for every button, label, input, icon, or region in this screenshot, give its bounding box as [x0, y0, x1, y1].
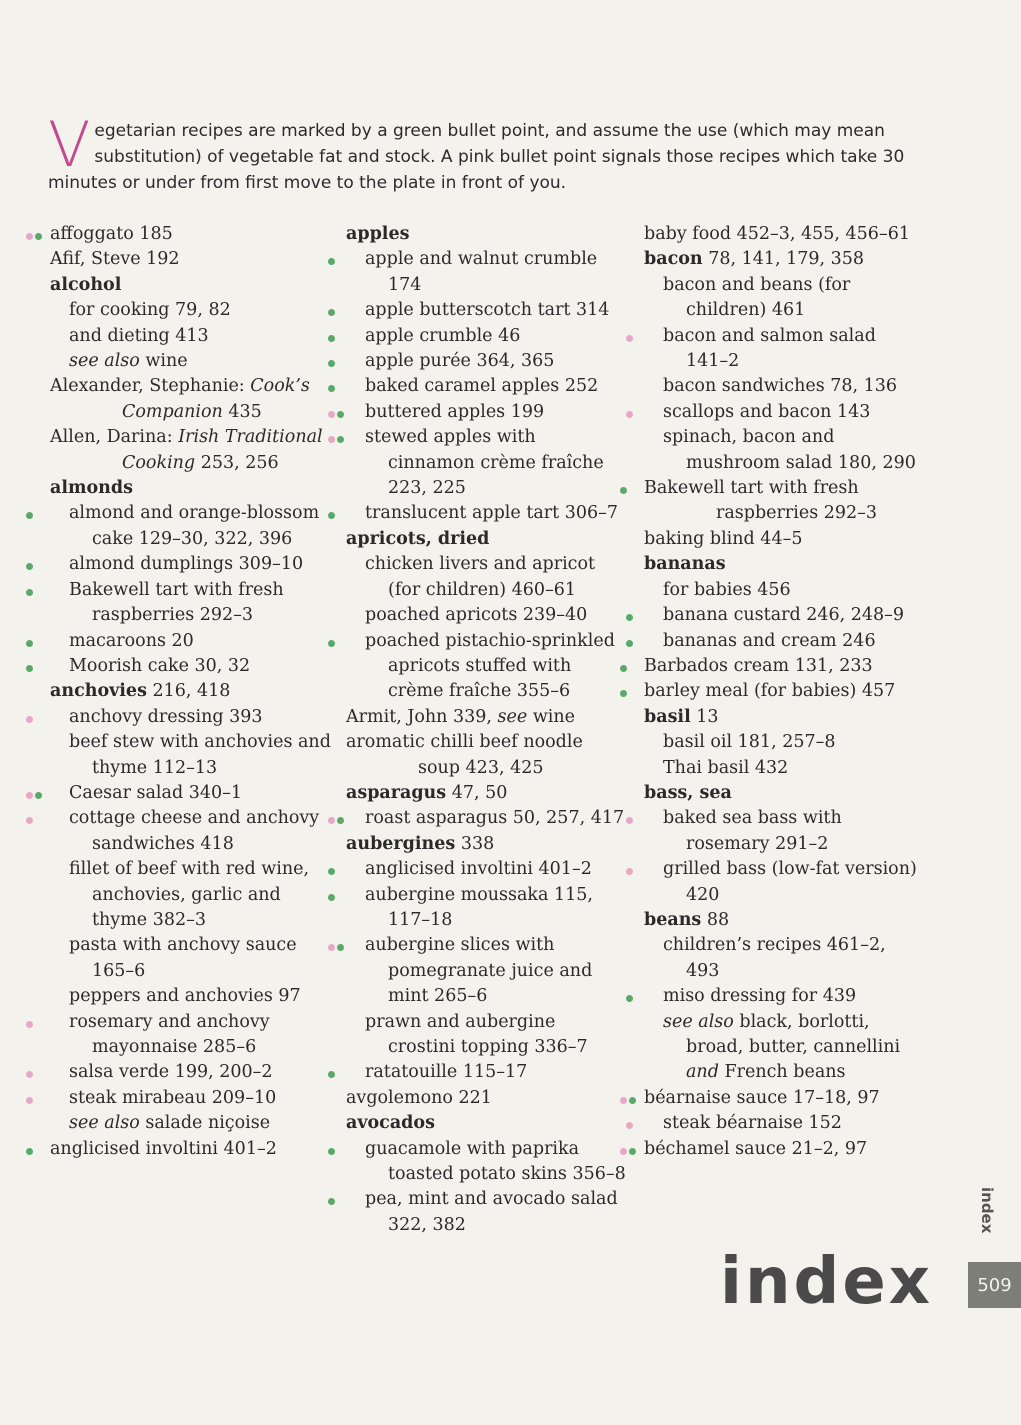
index-entry-text: béchamel sauce 21–2, 97	[644, 1138, 868, 1159]
index-column-1	[26, 222, 341, 1162]
bullet-markers	[328, 817, 344, 824]
index-column-2	[322, 222, 627, 1238]
index-entry	[620, 984, 920, 1009]
green-bullet-icon	[328, 1071, 335, 1078]
pink-bullet-icon	[626, 1122, 633, 1129]
pink-bullet-icon	[328, 944, 335, 951]
index-entry	[322, 222, 627, 247]
index-entry-text: children’s recipes 461–2, 493	[663, 935, 886, 981]
index-entry-text: asparagus 47, 50	[346, 782, 508, 803]
index-entry	[322, 1060, 627, 1085]
index-entry	[322, 400, 627, 425]
green-bullet-icon	[328, 309, 335, 316]
index-entry-text: and dieting 413	[69, 325, 209, 346]
pink-bullet-icon	[26, 1097, 33, 1104]
bullet-markers	[26, 233, 42, 240]
index-entry-text: apples	[346, 224, 410, 244]
green-bullet-icon	[26, 640, 33, 647]
pink-bullet-icon	[26, 792, 33, 799]
bullet-markers	[626, 817, 633, 824]
pink-bullet-icon	[626, 335, 633, 342]
bullet-markers	[626, 1122, 633, 1129]
index-entry-text: spinach, bacon and mushroom salad 180, 290	[663, 427, 916, 473]
index-entry-text: roast asparagus 50, 257, 417	[365, 808, 625, 829]
index-entry-text: buttered apples 199	[365, 401, 545, 422]
index-entry	[322, 730, 627, 781]
green-bullet-icon	[26, 1148, 33, 1155]
bullet-markers	[26, 665, 33, 672]
bullet-markers	[26, 589, 33, 596]
bullet-markers	[626, 411, 633, 418]
index-entry-text: avgolemono 221	[346, 1087, 492, 1108]
index-entry-text: prawn and aubergine crostini topping 336–7	[365, 1011, 588, 1057]
index-entry-text: see also wine	[69, 351, 188, 372]
index-entry	[322, 883, 627, 934]
index-entry	[620, 527, 920, 552]
green-bullet-icon	[35, 792, 42, 799]
index-entry-text: anglicised involtini 401–2	[50, 1138, 277, 1159]
index-entry-text: baking blind 44–5	[644, 528, 803, 549]
index-entry	[620, 552, 920, 577]
index-entry	[26, 1010, 341, 1061]
index-entry-text: rosemary and anchovy mayonnaise 285–6	[69, 1011, 270, 1057]
index-entry-text: Afif, Steve 192	[50, 249, 180, 270]
index-entry-text: bananas and cream 246	[663, 630, 876, 651]
index-entry-text: see also black, borlotti, broad, butter, cannellini and French beans	[663, 1011, 901, 1083]
index-entry-text: basil 13	[644, 706, 719, 727]
bullet-markers	[328, 335, 335, 342]
index-entry-text: bacon and salmon salad 141–2	[663, 325, 876, 372]
bullet-markers	[328, 868, 335, 875]
index-entry	[322, 806, 627, 831]
bullet-markers	[26, 1021, 33, 1028]
index-entry	[322, 349, 627, 374]
index-entry-text: scallops and bacon 143	[663, 401, 871, 422]
bullet-markers	[328, 640, 335, 647]
index-entry	[26, 298, 341, 323]
pink-bullet-icon	[26, 716, 33, 723]
bullet-markers	[328, 512, 335, 519]
index-entry-text: salsa verde 199, 200–2	[69, 1062, 273, 1083]
index-entry	[322, 857, 627, 882]
index-entry-text: poached pistachio-sprinkled apricots stuffed with crème fraîche 355–6	[365, 630, 615, 702]
index-entry-text: see also salade niçoise	[69, 1113, 271, 1134]
index-entry	[26, 1111, 341, 1136]
green-bullet-icon	[35, 233, 42, 240]
index-entry	[620, 756, 920, 781]
index-entry	[322, 1086, 627, 1111]
index-entry-text: almond dumplings 309–10	[69, 554, 304, 575]
index-entry-text: apple and walnut crumble 174	[365, 249, 598, 295]
index-entry	[322, 933, 627, 1009]
index-entry-text: aromatic chilli beef noodle soup 423, 425	[346, 732, 583, 778]
index-entry-text: almonds	[50, 478, 133, 499]
index-entry-text: bacon 78, 141, 179, 358	[644, 249, 865, 270]
index-entry-text: alcohol	[50, 274, 122, 295]
index-entry-text: bass, sea	[644, 782, 732, 803]
index-entry	[620, 679, 920, 704]
pink-bullet-icon	[26, 1021, 33, 1028]
index-entry-text: baked caramel apples 252	[365, 376, 599, 397]
pink-bullet-icon	[328, 817, 335, 824]
index-entry-text: Bakewell tart with fresh raspberries 292–3	[644, 478, 878, 524]
index-entry-text: anchovies 216, 418	[50, 681, 231, 702]
index-column-3	[620, 222, 920, 1162]
index-entry	[620, 222, 920, 247]
page-number: 509	[968, 1262, 1021, 1308]
index-entry	[26, 679, 341, 704]
index-entry	[322, 832, 627, 857]
index-entry	[322, 603, 627, 628]
index-entry	[322, 425, 627, 501]
index-entry	[322, 527, 627, 552]
dropcap: V	[48, 108, 91, 181]
green-bullet-icon	[328, 360, 335, 367]
intro-text: egetarian recipes are marked by a green bullet point, and assume the use (which may mean substitution) of vegetable fat and stock. A pink bullet point signals those recipes which take 30 minutes or under from first move to the plate in front of you.	[48, 121, 905, 193]
index-entry-text: bananas	[644, 554, 726, 575]
green-bullet-icon	[626, 995, 633, 1002]
index-entry-text: apricots, dried	[346, 528, 490, 549]
green-bullet-icon	[328, 385, 335, 392]
bullet-markers	[328, 436, 344, 443]
index-entry	[620, 781, 920, 806]
bullet-markers	[626, 995, 633, 1002]
index-entry	[26, 324, 341, 349]
index-entry-text: almond and orange-blossom cake 129–30, 322, 396	[69, 503, 320, 549]
index-entry	[620, 578, 920, 603]
index-entry-text: baked sea bass with rosemary 291–2	[663, 808, 842, 854]
index-entry	[26, 857, 341, 933]
index-entry-text: miso dressing for 439	[663, 986, 857, 1007]
index-entry-text: Bakewell tart with fresh raspberries 292–3	[69, 579, 284, 626]
index-entry	[620, 476, 920, 527]
index-entry	[322, 247, 627, 298]
index-entry-text: Caesar salad 340–1	[69, 782, 243, 803]
index-entry-text: aubergine moussaka 115, 117–18	[365, 884, 593, 930]
index-entry-text: peppers and anchovies 97	[69, 986, 301, 1007]
index-entry	[620, 1111, 920, 1136]
index-entry	[26, 222, 341, 247]
pink-bullet-icon	[620, 1148, 627, 1155]
index-entry-text: for babies 456	[663, 579, 791, 600]
index-entry	[322, 552, 627, 603]
index-entry-text: Moorish cake 30, 32	[69, 655, 251, 676]
pink-bullet-icon	[620, 1097, 627, 1104]
bullet-markers	[620, 487, 627, 494]
bullet-markers	[328, 411, 344, 418]
index-entry	[620, 806, 920, 857]
index-entry	[620, 374, 920, 399]
index-entry-text: steak béarnaise 152	[663, 1113, 842, 1134]
index-entry-text: anchovy dressing 393	[69, 706, 263, 727]
index-entry	[322, 1137, 627, 1188]
index-entry	[26, 349, 341, 374]
index-entry	[26, 578, 341, 629]
index-entry	[26, 933, 341, 984]
pink-bullet-icon	[26, 233, 33, 240]
green-bullet-icon	[629, 1097, 636, 1104]
index-entry-text: ratatouille 115–17	[365, 1062, 528, 1083]
index-entry	[26, 552, 341, 577]
green-bullet-icon	[626, 640, 633, 647]
index-entry	[322, 324, 627, 349]
green-bullet-icon	[337, 411, 344, 418]
bullet-markers	[620, 1148, 636, 1155]
intro-paragraph	[48, 108, 938, 196]
index-entry	[322, 374, 627, 399]
green-bullet-icon	[620, 690, 627, 697]
bullet-markers	[26, 1097, 33, 1104]
green-bullet-icon	[328, 512, 335, 519]
bullet-markers	[328, 1198, 335, 1205]
index-entry	[620, 857, 920, 908]
pink-bullet-icon	[328, 436, 335, 443]
index-entry-text: baby food 452–3, 455, 456–61	[644, 224, 910, 244]
index-entry-text: Barbados cream 131, 233	[644, 655, 873, 676]
green-bullet-icon	[328, 1148, 335, 1155]
bullet-markers	[328, 258, 335, 265]
index-entry-text: beans 88	[644, 909, 730, 930]
index-entry	[620, 705, 920, 730]
index-entry-text: for cooking 79, 82	[69, 300, 231, 321]
index-entry	[26, 806, 341, 857]
index-entry-text: anglicised involtini 401–2	[365, 859, 592, 880]
green-bullet-icon	[328, 868, 335, 875]
index-entry	[620, 603, 920, 628]
index-entry	[322, 781, 627, 806]
index-entry-text: pasta with anchovy sauce 165–6	[69, 935, 297, 981]
index-entry	[26, 984, 341, 1009]
green-bullet-icon	[337, 817, 344, 824]
bullet-markers	[626, 640, 633, 647]
bullet-markers	[328, 385, 335, 392]
green-bullet-icon	[337, 944, 344, 951]
index-entry	[26, 247, 341, 272]
bullet-markers	[626, 868, 633, 875]
bullet-markers	[328, 360, 335, 367]
index-entry-text: basil oil 181, 257–8	[663, 732, 836, 753]
index-entry-text: stewed apples with cinnamon crème fraîche 223, 225	[365, 427, 604, 499]
index-entry-text: Alexander, Stephanie: Cook’s Companion 435	[50, 376, 310, 422]
green-bullet-icon	[629, 1148, 636, 1155]
green-bullet-icon	[620, 665, 627, 672]
index-entry	[26, 1137, 341, 1162]
index-entry-text: aubergine slices with pomegranate juice and mint 265–6	[365, 935, 593, 1007]
index-entry	[26, 730, 341, 781]
index-entry	[620, 654, 920, 679]
index-entry	[26, 629, 341, 654]
index-entry	[620, 1137, 920, 1162]
index-entry	[620, 273, 920, 324]
index-entry-text: guacamole with paprika toasted potato skins 356–8	[365, 1138, 626, 1185]
green-bullet-icon	[328, 894, 335, 901]
bullet-markers	[626, 614, 633, 621]
index-entry-text: apple butterscotch tart 314	[365, 300, 610, 321]
pink-bullet-icon	[26, 817, 33, 824]
index-entry	[620, 1010, 920, 1086]
green-bullet-icon	[26, 589, 33, 596]
bullet-markers	[26, 1148, 33, 1155]
index-entry	[26, 476, 341, 501]
bullet-markers	[328, 309, 335, 316]
index-entry	[620, 730, 920, 755]
index-entry	[620, 1086, 920, 1111]
index-entry	[322, 1010, 627, 1061]
index-entry	[26, 273, 341, 298]
green-bullet-icon	[337, 436, 344, 443]
index-entry-text: Thai basil 432	[663, 757, 789, 778]
bullet-markers	[626, 335, 633, 342]
index-entry-text: pea, mint and avocado salad 322, 382	[365, 1189, 618, 1235]
index-entry-text: grilled bass (low-fat version) 420	[663, 859, 917, 905]
bullet-markers	[26, 1071, 33, 1078]
index-entry-text: steak mirabeau 209–10	[69, 1087, 277, 1108]
index-entry	[620, 400, 920, 425]
index-entry	[26, 425, 341, 476]
index-entry-text: fillet of beef with red wine, anchovies, garlic and thyme 382–3	[69, 859, 310, 930]
green-bullet-icon	[26, 512, 33, 519]
pink-bullet-icon	[26, 1071, 33, 1078]
pink-bullet-icon	[626, 411, 633, 418]
bullet-markers	[26, 563, 33, 570]
index-entry	[26, 1060, 341, 1085]
index-entry	[620, 247, 920, 272]
index-entry	[26, 654, 341, 679]
bullet-markers	[26, 640, 33, 647]
bullet-markers	[328, 894, 335, 901]
bullet-markers	[328, 944, 344, 951]
index-entry-text: Allen, Darina: Irish Traditional Cooking 253, 256	[50, 427, 323, 473]
index-entry	[620, 629, 920, 654]
index-entry-text: cottage cheese and anchovy sandwiches 418	[69, 808, 320, 854]
index-entry	[620, 425, 920, 476]
index-entry-text: translucent apple tart 306–7	[365, 503, 619, 524]
green-bullet-icon	[328, 335, 335, 342]
pink-bullet-icon	[626, 817, 633, 824]
index-entry	[322, 298, 627, 323]
bullet-markers	[26, 792, 42, 799]
index-entry	[26, 501, 341, 552]
index-entry-text: chicken livers and apricot (for children) 460–61	[365, 554, 596, 600]
bullet-markers	[620, 665, 627, 672]
bullet-markers	[26, 716, 33, 723]
green-bullet-icon	[328, 258, 335, 265]
pink-bullet-icon	[328, 411, 335, 418]
index-entry	[620, 933, 920, 984]
green-bullet-icon	[620, 487, 627, 494]
index-entry	[322, 629, 627, 705]
index-entry-text: avocados	[346, 1113, 435, 1134]
bullet-markers	[620, 1097, 636, 1104]
green-bullet-icon	[328, 1198, 335, 1205]
index-entry-text: poached apricots 239–40	[365, 605, 588, 626]
index-entry-text: aubergines 338	[346, 833, 495, 854]
index-entry-text: bacon and beans (for children) 461	[663, 274, 851, 321]
index-entry-text: beef stew with anchovies and thyme 112–13	[69, 732, 331, 778]
green-bullet-icon	[26, 665, 33, 672]
index-entry	[26, 374, 341, 425]
bullet-markers	[328, 1071, 335, 1078]
bullet-markers	[328, 1148, 335, 1155]
index-entry	[620, 908, 920, 933]
index-entry	[26, 1086, 341, 1111]
bullet-markers	[26, 817, 33, 824]
index-entry-text: bacon sandwiches 78, 136	[663, 376, 898, 397]
green-bullet-icon	[328, 640, 335, 647]
bullet-markers	[620, 690, 627, 697]
index-title: index	[720, 1245, 933, 1319]
index-entry	[322, 501, 627, 526]
index-entry-text: béarnaise sauce 17–18, 97	[644, 1087, 880, 1108]
index-entry	[322, 705, 627, 730]
index-entry	[26, 781, 341, 806]
index-entry-text: Armit, John 339, see wine	[346, 706, 576, 727]
green-bullet-icon	[26, 563, 33, 570]
bullet-markers	[26, 512, 33, 519]
index-entry-text: affoggato 185	[50, 224, 173, 244]
index-entry-text: banana custard 246, 248–9	[663, 605, 905, 626]
index-entry-text: apple purée 364, 365	[365, 351, 555, 372]
index-entry-text: apple crumble 46	[365, 325, 521, 346]
index-entry-text: barley meal (for babies) 457	[644, 681, 896, 702]
index-entry	[620, 324, 920, 375]
index-entry	[322, 1187, 627, 1238]
index-entry	[322, 1111, 627, 1136]
green-bullet-icon	[626, 614, 633, 621]
pink-bullet-icon	[626, 868, 633, 875]
index-entry-text: macaroons 20	[69, 630, 194, 651]
side-index-label: index	[978, 1186, 996, 1234]
index-entry	[26, 705, 341, 730]
